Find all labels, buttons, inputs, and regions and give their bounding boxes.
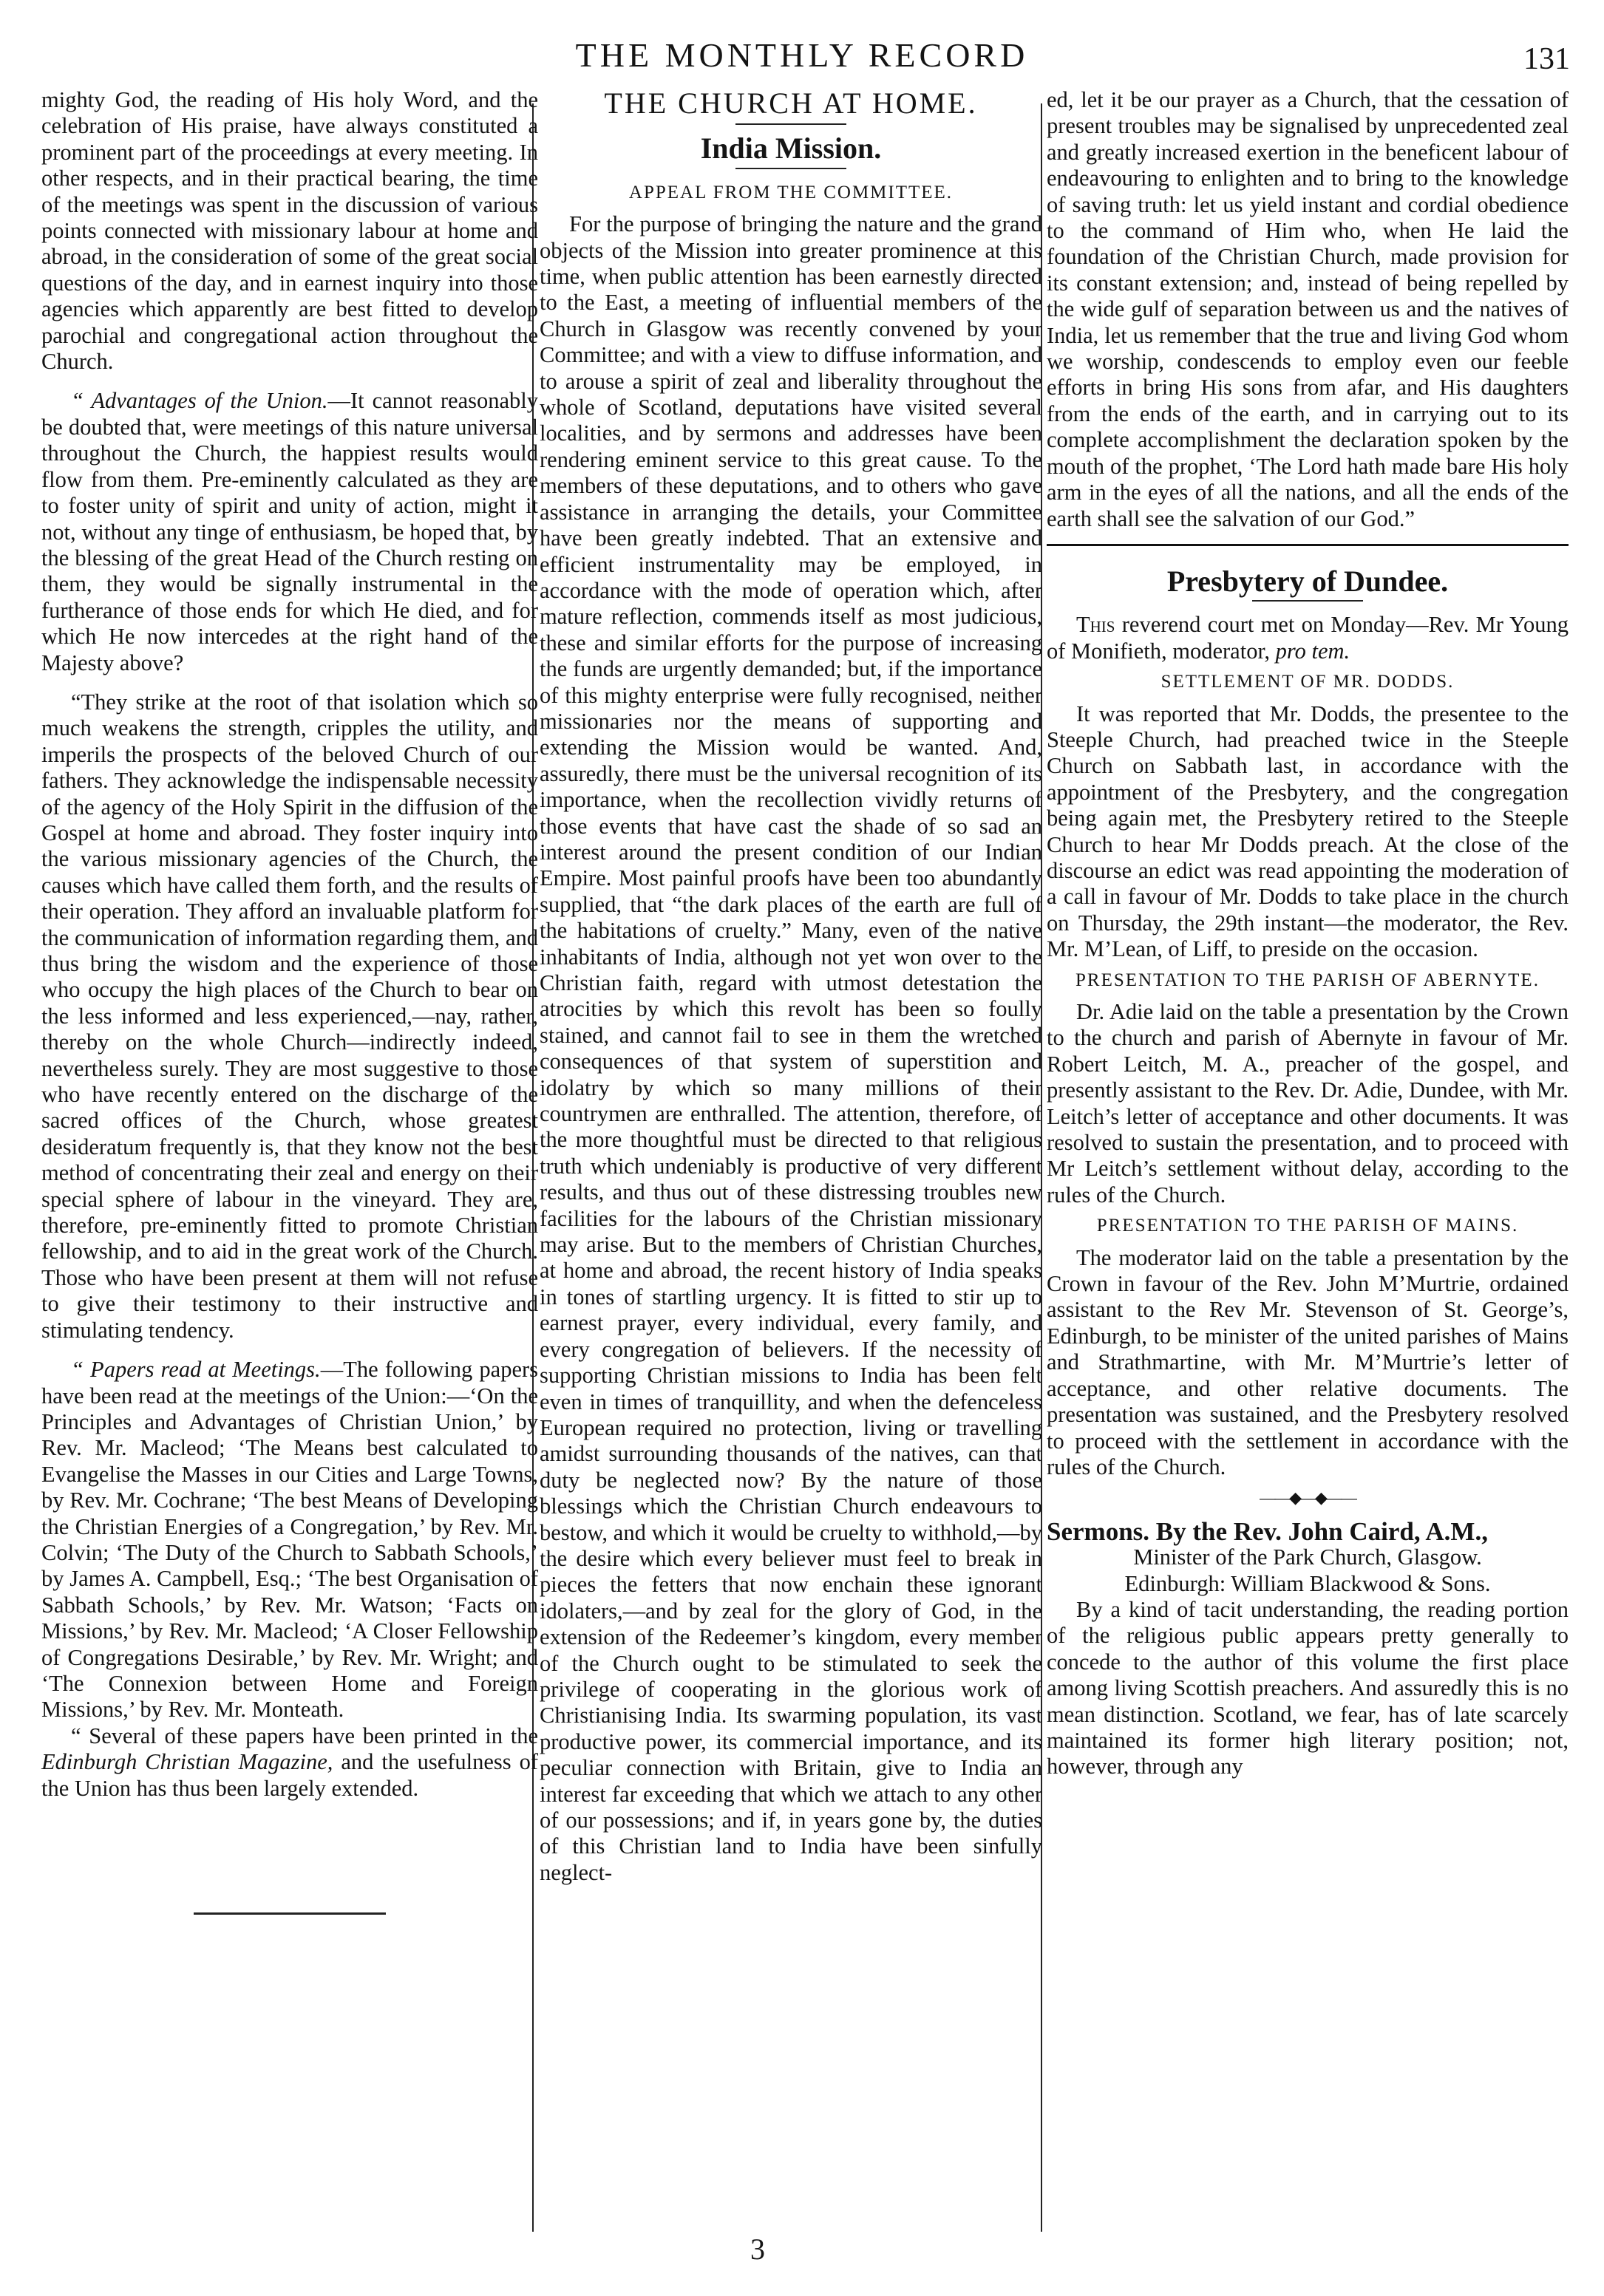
col1-paragraph-5-a: “ Several of these papers have been printed in the bbox=[71, 1723, 538, 1748]
col1-end-rule bbox=[194, 1912, 386, 1915]
col1-paragraph-2 bbox=[41, 388, 538, 675]
col1-paragraph-4-body: —The following papers have been read at the meetings of the Union:—‘On the Principles and Advantages of Christian Union,’ by Rev. Mr. Macleod; ‘The Means best calculated to Evangelise the Masses in our Cities and Large Towns, by Rev. Mr. Cochrane; ‘The best Means of Developing the Christian Energies of a Congregation,’ by Rev. Mr. Colvin; ‘The Duty of the Church to Sabbath Schools,’ by James A. Campbell, Esq.; ‘The best Organisation of Sabbath Schools,’ by Rev. Mr. Watson; ‘Facts on Missions,’ by Rev. Mr. Macleod; ‘A Closer Fellowship of Congregations Desirable,’ by Rev. Mr. Wright; and ‘The Connexion between Home and Foreign Missions,’ by Rev. Mr. Monteath. bbox=[41, 1357, 539, 1723]
col1-paragraph-2-lead: “ Advantages of the Union. bbox=[71, 388, 328, 414]
india-mission-paragraph: For the purpose of bringing the nature and the grand objects of the Mission into greater prominence at this time, when public attention has been earnestly directed to the East, a meeting of influential members of the Church in Glasgow was recently convened by your Committee; and with a view to diffuse information, and to arouse a spirit of zeal and liberality throughout the whole of Scotland, deputations have visited several localities, and by sermons and addresses have been rendering eminent service to this great cause. To the members of these deputations, and to others who gave assistance in arranging the details, your Committee have been greatly indebted. That an extensive and efficient instrumentality may be employed, in accordance with the mode of operation which, after mature reflection, commends itself as most judicious, these and similar efforts for the purpose of increasing the funds are urgently demanded; but, if the importance of this mighty enterprise were fully recognised, neither missionaries nor the means of supporting and extending the Mission would be wanted. And, assuredly, there must be the universal recognition of its importance, when the recollection vividly returns of those events that have cast the shade of so sad an interest around the present condition of our Indian Empire. Most painful proofs have been too abundantly supplied, that “the dark places of the earth are full of the habitations of cruelty.” Many, even of the native inhabitants of India, although not yet won over to the Christian faith, regard with utmost detestation the atrocities by which this revolt has been so foully stained, and cannot fail to see in them the wretched consequences of that system of superstition and idolatry by which so many millions of their countrymen are enthralled. The attention, therefore, of the more thoughtful must be directed to that religious truth which undeniably is productive of very different results, and thus out of these distressing troubles new facilities for the labours of the Christian missionary may arise. But to the members of Christian Churches, at home and abroad, the recent history of India speaks in tones of startling urgency. It is fitted to stir up to earnest prayer, every individual, every family, and every congregation of believers. If the necessity of supporting Christian missions to India has been felt even in times of tranquillity, and when the defenceless European required no protection, living or travelling amidst surrounding thousands of the natives, can that duty be neglected now? By the nature of those blessings which the Christian Church endeavours to bestow, and which it would be cruelty to withhold,—by the desire which every believer must feel to break in pieces the fetters that now enchain these ignorant idolaters,—and by zeal for the glory of God, in the extension of the Redeemer’s kingdom, every member of the Church ought to be stimulated to seek the privilege of cooperating in the glorious work of Christianising India. Its swarming population, its vast productive power, its commercial importance, and its peculiar connection with Britain, give to India an interest far exceeding that which we attach to any other of our possessions; and if, in years gone by, the duties of this Christian land to India have been sinfully neglect- bbox=[540, 211, 1042, 1885]
india-mission-heading: India Mission. bbox=[700, 132, 882, 166]
presbytery-rule bbox=[1252, 600, 1363, 602]
heading-rule bbox=[735, 168, 846, 169]
presbytery-intro bbox=[1047, 612, 1569, 664]
col1-paragraph-5-magazine: Edinburgh Christian Magazine, bbox=[41, 1749, 333, 1775]
presbytery-intro-pro-tem: pro tem. bbox=[1275, 638, 1350, 664]
mains-paragraph: The moderator laid on the table a presentation by the Crown in favour of the Rev. John M’Murtrie, ordained assistant to the Rev Mr. Stevenson of St. George’s, Edinburgh, to be minister of the united parishes of Mains and Strathmartine, with Mr. M’Murtrie’s letter of acceptance, and other relative documents. The presentation was sustained, and the Presbytery resolved to proceed with the settlement in accordance with the rules of the Church. bbox=[1047, 1244, 1569, 1479]
appeal-subheading: APPEAL FROM THE COMMITTEE. bbox=[628, 182, 954, 202]
review-header bbox=[1047, 1516, 1569, 1597]
section-rule bbox=[735, 123, 846, 125]
review-paragraph: By a kind of tacit understanding, the reading portion of the religious public appears pretty generally to concede to the author of this volume the first place among living Scottish preachers. And assuredly this is no mean distinction. Scotland, we fear, has of late scarcely maintained its former high literary position; not, however, through any bbox=[1047, 1596, 1569, 1779]
col1-paragraph-5-b: and the usefulness of the Union has thus been largely extended. bbox=[41, 1749, 538, 1801]
presbytery-intro-lead: This bbox=[1076, 612, 1115, 638]
settlement-subheading: SETTLEMENT OF MR. DODDS. bbox=[1160, 672, 1455, 692]
abernyte-paragraph: Dr. Adie laid on the table a presentation by the Crown to the church and parish of Abernyte in favour of Mr. Robert Leitch, M. A., preacher of the gospel, and presently assistant to the Rev. Dr. Adie, Dundee, with Mr. Leitch’s letter of acceptance and other documents. It was resolved to sustain the presentation, and to proceed with Mr Leitch’s settlement without delay, according to the rules of the Church. bbox=[1047, 999, 1569, 1207]
col1-paragraph-4 bbox=[41, 1357, 538, 1723]
settlement-paragraph: It was reported that Mr. Dodds, the presentee to the Steeple Church, had preached twice in the Steeple Church on Sabbath last, in accordance with the appointment of the Presbytery, and the congregation being again met, the Presbytery retired to the Steeple Church to hear Mr Dodds preach. At the close of the discourse an edict was read appointing the moderation of a call in favour of Mr. Dodds to take place in the church on Thursday, the 29th instant—the moderator, the Rev. Mr. M’Lean, of Liff, to preside on the occasion. bbox=[1047, 701, 1569, 962]
ornamental-rule: ——◆—◆—— bbox=[1260, 1488, 1356, 1508]
abernyte-subheading: PRESENTATION TO THE PARISH OF ABERNYTE. bbox=[1075, 970, 1540, 990]
col1-paragraph-4-lead: “ Papers read at Meetings. bbox=[71, 1357, 321, 1383]
col1-paragraph-5 bbox=[41, 1723, 538, 1802]
col1-paragraph-2-body: —It cannot reasonably be doubted that, were meetings of this nature universal throughout the Church, the happiest results would flow from them. Pre-eminently calculated as they are to foster unity of spirit and unity of action, might it not, without any tinge of enthusiasm, be hoped that, by the blessing of the great Head of the Church resting on them, they would be signally instrumental in the furtherance of those ends for which He died, and for which He now intercedes at the right hand of the Majesty above? bbox=[41, 388, 538, 675]
col3-paragraph-1: ed, let it be our prayer as a Church, that the cessation of present troubles may be signalised by unprecedented zeal and greatly increased exertion in the beneficent labour of endeavouring to enlighten and to bring to the knowledge of saving truth: let us yield instant and cordial obedience to the command of Him who, when He laid the foundation of the Christian Church, made provision for its constant extension; and, instead of being repelled by the wide gulf of separation between us and the natives of India, let us remember that the true and living God whom we worship, condescends to employ even our feeble efforts in bring His sons from afar, and His daughters from the ends of the earth, and in carrying out to its complete accomplishment the declaration spoken by the mouth of the prophet, ‘The Lord hath made bare His holy arm in the eyes of all the nations, and all the ends of the earth shall see the salvation of our God.” bbox=[1047, 87, 1569, 531]
review-publisher-line: Edinburgh: William Blackwood & Sons. bbox=[1124, 1570, 1491, 1596]
column-3 bbox=[1047, 87, 1569, 1780]
presbytery-heading: Presbytery of Dundee. bbox=[1166, 564, 1449, 598]
col1-paragraph-1: mighty God, the reading of His holy Word, and the celebration of His praise, have always constituted a prominent part of the proceedings at every meeting. In other respects, and in their practical bearing, the time of the meetings was spent in the discussion of various points connected with missionary labour at home and abroad, in the consideration of some of the great social questions of the day, and in earnest inquiry into those agencies which apparently are best fitted to develop parochial and congregational action throughout the Church. bbox=[41, 87, 538, 375]
mains-subheading: PRESENTATION TO THE PARISH OF MAINS. bbox=[1096, 1216, 1519, 1236]
signature-mark: 3 bbox=[750, 2232, 765, 2266]
presbytery-intro-body: reverend court met on Monday—Rev. Mr Young of Monifieth, moderator, bbox=[1047, 612, 1569, 664]
page-number: 131 bbox=[1523, 42, 1570, 76]
review-title: Sermons. By the Rev. John Caird, A.M., bbox=[1047, 1516, 1488, 1546]
column-1 bbox=[41, 87, 538, 1915]
running-title: THE MONTHLY RECORD bbox=[575, 36, 1029, 74]
col3-thick-rule bbox=[1047, 544, 1569, 546]
review-author-line: Minister of the Park Church, Glasgow. bbox=[1133, 1544, 1482, 1570]
section-title: THE CHURCH AT HOME. bbox=[604, 86, 978, 120]
column-2 bbox=[540, 87, 1042, 1886]
col1-paragraph-3: “They strike at the root of that isolation which so much weakens the strength, cripples the utility, and imperils the prospects of the beloved Church of our fathers. They acknowledge the indispensable necessity of the agency of the Holy Spirit in the diffusion of the Gospel at home and abroad. They foster inquiry into the various missionary agencies of the Church, the causes which have called them forth, and the results of their operation. They afford an invaluable platform for the communication of information regarding them, and thus bring the wisdom and the experience of those who occupy the high places of the Church to bear on the less informed and less experienced,—nay, rather, thereby on the whole Church—indirectly indeed, nevertheless surely. They are most suggestive to those who have recently entered on the discharge of the sacred offices of the Church, whose greatest desideratum frequently is, that they know not the best method of concentrating their zeal and energy on their special sphere of labour in the vineyard. They are, therefore, pre-eminently fitted to promote Christian fellowship, and to aid in the great work of the Church. Those who have been present at them will not refuse to give their testimony to their instructive and stimulating tendency. bbox=[41, 689, 538, 1343]
